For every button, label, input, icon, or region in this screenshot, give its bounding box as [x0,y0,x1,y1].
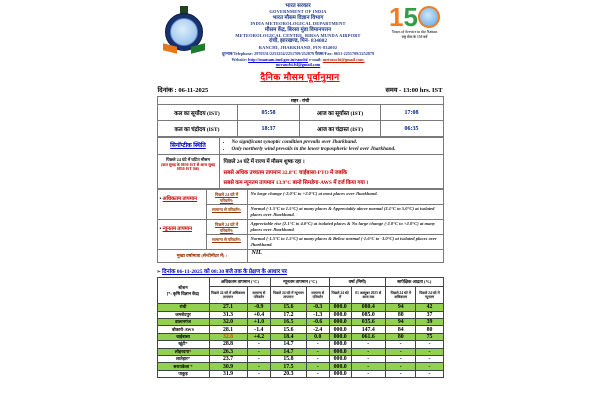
obs-cell-max-temp: 26.3 [209,348,247,355]
obs-cell-max-chg: +4.2 [247,333,271,340]
letterhead-text [211,2,386,67]
website-label: Website: [231,57,248,63]
page-title: दैनिक मौसम पूर्वानुमान [260,72,340,83]
subcol-rh-max: पिछले 24 घंटे में अधिकतम [386,287,416,304]
station-head-2: [*: कृषि विज्ञान केंद्र] [166,290,200,296]
obs-cell-min-temp: 18.4 [271,333,306,340]
obs-cell-rain-24h: 000.0 [329,326,351,333]
synoptic-bullet-1: • No significant synoptic condition prevails over Jharkhand. [232,139,441,146]
synoptic-content [219,138,443,155]
obs-table-row [157,319,443,326]
digit-1: 1 [389,2,404,32]
moonrise-value: 18:37 [237,121,300,137]
min-24h-text: Appreciable rise (2.1°C to 4.0°C) at isolated places & No large change (-2.0°C to +2.0°C) at many places over Jharkhand. [247,220,443,235]
obs-cell-rh-min: - [416,370,443,377]
time-value: समय - 13:00 hrs. IST [385,87,443,95]
obs-heading-text: दिनांक 06-11-2025 को 08:30 बजे तक के प्रेक्षण के आधार पर [162,269,287,276]
obs-cell-min-chg: -2.4 [306,326,329,333]
obs-cell-max-chg: +0.4 [247,311,271,318]
subcol-rain-24h: पिछले 24 घंटे में [329,287,351,304]
max-normal-sublabel: सामान्य से परिवर्तन: [206,205,247,220]
logo-caption-hi: राष्ट्र सेवा के 150 वर्ष [401,34,428,39]
max-normal-text: Normal (-1.5°C to 1.5°C) at many places & Appreciably above normal (3.1°C to 5.0°C) at isolated places over Jharkhand. [247,205,443,220]
obs-cell-min-chg: -1.3 [306,311,329,318]
obs-cell-rain-24h: 000.0 [329,370,351,377]
obs-cell-rh-max: - [386,363,416,370]
email-link-1[interactable]: metranchi@gmail.com, [322,57,365,63]
sunset-value: 17:08 [380,105,443,121]
bullet: • [159,196,162,203]
obs-cell-station: पाकुड़ [157,370,209,377]
rainfall-label: मुख्य वर्षामात्रा (सेन्टीमीटर में) : [157,250,247,263]
obs-cell-max-chg: - [247,341,271,348]
150-years-logo [386,2,444,39]
arrow-bullet-icon: ➢ [156,270,161,276]
obs-table-row [157,304,443,311]
obs-table-row [157,363,443,370]
sunset-label: आज का सूर्यास्त (IST) [300,105,380,121]
moonset-value: 06:35 [380,121,443,137]
obs-cell-rain-cum: 061.6 [351,333,385,340]
obs-table-row [157,355,443,362]
max-temp-label: अधिकतम तापमान [162,196,198,203]
moonset-label: आज का चंद्रास्त (IST) [300,121,380,137]
org-line-en: GOVERNMENT OF INDIA [269,9,327,15]
obs-cell-max-chg: - [247,348,271,355]
obs-cell-rain-cum: 080.4 [351,304,385,311]
obs-cell-rain-24h: 000.0 [329,363,351,370]
obs-table-row [157,333,443,340]
obs-cell-rain-24h: 000.0 [329,319,351,326]
obs-cell-min-temp: 15.6 [271,304,306,311]
subcol-min-dev: सामान्य से परिवर्तन [306,287,329,304]
email-label: e-mail: [309,57,322,63]
obs-cell-max-chg: -0.9 [247,304,271,311]
obs-cell-station: चाईबासा [157,333,209,340]
obs-cell-station: डाल्टनगंज [157,319,209,326]
obs-table-row [157,348,443,355]
past24-max-temp-note: सबसे अधिक उच्चतम तापमान 32.8°C चाईबासा-PTO में जबकि [223,170,348,177]
obs-cell-min-temp: 14.7 [271,348,306,355]
obs-cell-rain-24h: 000.0 [329,304,351,311]
obs-cell-rain-cum: 147.4 [351,326,385,333]
obs-cell-rh-min: 37 [416,311,443,318]
obs-table-row [157,311,443,318]
obs-cell-rh-max: - [386,341,416,348]
obs-cell-rain-cum: - [351,370,385,377]
obs-cell-rain-cum: - [351,355,385,362]
obs-cell-station: जमशेदपुर [157,311,209,318]
obs-cell-rh-min: 42 [416,304,443,311]
obs-cell-rh-max: 94 [386,319,416,326]
obs-cell-min-chg: - [306,355,329,362]
obs-cell-rain-cum: 035.6 [351,319,385,326]
centre-line-en: METEOROLOGICAL CENTRE, BIRSA MUNDA AIRPORT [235,33,361,39]
moonrise-moonset-row [157,121,443,137]
obs-cell-max-chg: - [247,370,271,377]
globe-zero-icon [418,6,440,28]
obs-cell-min-temp: 17.5 [271,363,306,370]
obs-cell-max-chg: - [247,363,271,370]
sunrise-label: कल का सूर्योदय (IST) [157,105,237,121]
subcol-max-dev: सामान्य से परिवर्तन [247,287,271,304]
observation-table [157,277,444,378]
digit-5: 5 [403,2,418,32]
obs-cell-rh-max: - [386,370,416,377]
obs-cell-rh-min: 80 [416,326,443,333]
min-normal-sublabel: सामान्य से परिवर्तन: [206,235,247,250]
sun-moon-table [157,96,444,137]
obs-cell-max-temp: 32.8 [209,333,247,340]
past24-summary: पिछले 24 घंटे में राज्य में मौसम शुष्क रहा । [223,159,305,166]
station-column-header [157,278,209,304]
obs-table-body [157,304,443,378]
obs-cell-min-temp: 14.7 [271,341,306,348]
obs-group-header-row [157,278,443,287]
dept-line-en: INDIA METEOROLOGICAL DEPARTMENT [250,21,346,27]
obs-cell-max-temp: 27.1 [209,304,247,311]
imd-emblem [157,2,211,52]
sunrise-sunset-row [157,105,443,121]
obs-cell-min-temp: 20.3 [271,370,306,377]
org-line-hi: भारत सरकार [285,3,311,9]
synoptic-bullet-2: • Only northerly wind prevails in the lower tropospheric level over Jharkhand. [232,146,441,153]
obs-cell-rh-max: - [386,355,416,362]
obs-cell-rh-min: - [416,341,443,348]
obs-cell-min-chg: -0.3 [306,304,329,311]
obs-cell-max-temp: 23.7 [209,355,247,362]
dateline [158,85,443,94]
synoptic-row [157,138,443,155]
synoptic-bullets [232,139,441,153]
obs-cell-station: बोकारो-AWS [157,326,209,333]
obs-cell-rh-min: - [416,355,443,362]
obs-cell-station: लोहरदगा* [157,348,209,355]
obs-cell-max-temp: 28.1 [209,326,247,333]
obs-cell-min-chg: - [306,363,329,370]
website-link[interactable]: http://mausam.imd.gov.in/ranchi/ [248,57,309,63]
obs-cell-station: लातेहार* [157,355,209,362]
obs-cell-rain-24h: 000.0 [329,348,351,355]
obs-cell-max-chg: - [247,355,271,362]
obs-cell-rh-max: 88 [386,311,416,318]
obs-cell-max-temp: 31.9 [209,370,247,377]
city-header: शहर : रांची [157,97,443,105]
obs-table-row [157,341,443,348]
date-value: दिनांक : 06-11-2025 [157,87,209,95]
address-line-en: RANCHI, JHARKHAND, PIN-834002 [258,44,338,50]
obs-cell-station: रांची [157,304,209,311]
obs-cell-max-temp: 32.0 [209,319,247,326]
obs-cell-max-chg: -1.4 [247,326,271,333]
past24-label: पिछले 24 घंटे में घटित मौसम [166,157,210,163]
subcol-rh-min: पिछले 24 घंटे में न्यूनतम [416,287,443,304]
past24-label-sub: (कल सुबह के 0830 IST से आज सुबह 0830 IST तक) [160,162,216,172]
obs-cell-rh-min: - [416,363,443,370]
past24-row [157,155,443,189]
website-line [211,57,386,67]
max-24h-text: No large change (-2.0°C to +2.0°C) at most places over Jharkhand. [247,190,443,205]
obs-cell-min-chg: - [306,341,329,348]
obs-cell-max-chg: +1.0 [247,319,271,326]
obs-table-heading [157,267,444,275]
centre-line-hi: मौसम केंद्र, बिरसा मुंडा विमानपत्तन [264,26,332,33]
min-normal-text: Normal (-1.5°C to 1.5°C) at many places & Below normal (-1.6°C to -3.0°C) at isolated places over Jharkhand. [247,235,443,250]
sunrise-value: 05:58 [237,105,300,121]
obs-cell-max-temp: 30.9 [209,363,247,370]
moonrise-label: कल का चंद्रोदय (IST) [157,121,237,137]
emblem-globe [170,18,198,46]
obs-cell-rain-24h: 000.0 [329,341,351,348]
max-temp-label-cell [157,190,206,220]
past24-min-temp-note: सबसे कम न्यूनतम तापमान 13.9°C बानो सिमडेगा-AWS में दर्ज किया गया । [223,180,369,187]
obs-cell-rain-cum: - [351,341,385,348]
obs-cell-rh-max: 80 [386,333,416,340]
obs-cell-min-temp: 15.6 [271,326,306,333]
email-link-2[interactable]: mcranchi.fsl@gmail.com [275,62,321,68]
obs-cell-min-temp: 15.8 [271,355,306,362]
max-24h-sublabel: पिछले 24 घंटे में परिवर्तन: [206,190,247,205]
obs-cell-rain-cum: - [351,363,385,370]
obs-cell-rh-min: - [416,348,443,355]
max-temp-group-header: अधिकतम तापमान (°C) [209,278,271,287]
obs-cell-min-chg: 0.0 [306,333,329,340]
obs-cell-rh-max: - [386,348,416,355]
min-temp-group-header: न्यूनतम तापमान (°C) [271,278,330,287]
obs-cell-min-temp: 17.2 [271,311,306,318]
synoptic-section [157,137,444,189]
past24-content [219,155,443,189]
subcol-rain-cum: 01 अक्टूबर 2025 से आज तक [351,287,385,304]
temperature-change-table [157,189,444,263]
letterhead [157,2,444,67]
obs-cell-rain-24h: 000.0 [329,311,351,318]
obs-cell-station: खूंटी* [157,341,209,348]
obs-cell-min-chg: -0.6 [306,319,329,326]
obs-cell-rain-cum: 085.0 [351,311,385,318]
rainfall-row [157,250,443,263]
min-temp-label: न्यूनतम तापमान [162,226,192,233]
obs-cell-min-temp: 16.5 [271,319,306,326]
rainfall-value: NIL [247,250,443,263]
obs-cell-min-chg: - [306,370,329,377]
obs-cell-max-temp: 28.8 [209,341,247,348]
logo-caption-en: Years of Service to the Nation [391,30,438,34]
subcol-min-24h: पिछले 24 घंटे में न्यूनतम तापमान [271,287,306,304]
synoptic-label: सिनॉप्टीक स्थिति [157,138,219,155]
humidity-group-header: सापेक्षिक आद्रता (%) [386,278,444,287]
subcol-max-24h: पिछले 24 घंटे में अधिकतम तापमान [209,287,247,304]
min-temp-24h-row [157,220,443,235]
rainfall-group-header: वर्षा (मिमी) [329,278,385,287]
obs-cell-rh-min: 75 [416,333,443,340]
station-head-1: स्टेशन [178,285,188,291]
150-digits [386,4,444,30]
obs-cell-rh-max: 84 [386,326,416,333]
obs-table-row [157,370,443,377]
obs-table-row [157,326,443,333]
min-temp-label-cell [157,220,206,250]
imd-emblem-icon [163,6,205,52]
min-24h-sublabel: पिछले 24 घंटे में परिवर्तन: [206,220,247,235]
obs-cell-rain-24h: 000.0 [329,333,351,340]
obs-cell-rain-24h: 000.0 [329,355,351,362]
obs-cell-station: सरायकेला * [157,363,209,370]
obs-cell-max-temp: 31.3 [209,311,247,318]
bullet: • [159,226,162,233]
obs-cell-rh-max: 94 [386,304,416,311]
obs-cell-rh-min: 39 [416,319,443,326]
weather-bulletin-document [157,0,444,378]
telephone-line: दूरभाष/Telephone: 2970331/2253254/2251709/252879 फैक्स/Fax: 0651-2251709/2252879 [221,51,375,57]
max-temp-24h-row [157,190,443,205]
obs-cell-min-chg: - [306,348,329,355]
past24-label-cell [157,155,219,189]
dept-line-hi: भारत मौसम विज्ञान विभाग [272,14,324,21]
obs-cell-rain-cum: - [351,348,385,355]
address-line-hi: रांची, झारखण्ड, पिन- 834002 [268,38,328,45]
city-header-row [157,97,443,105]
